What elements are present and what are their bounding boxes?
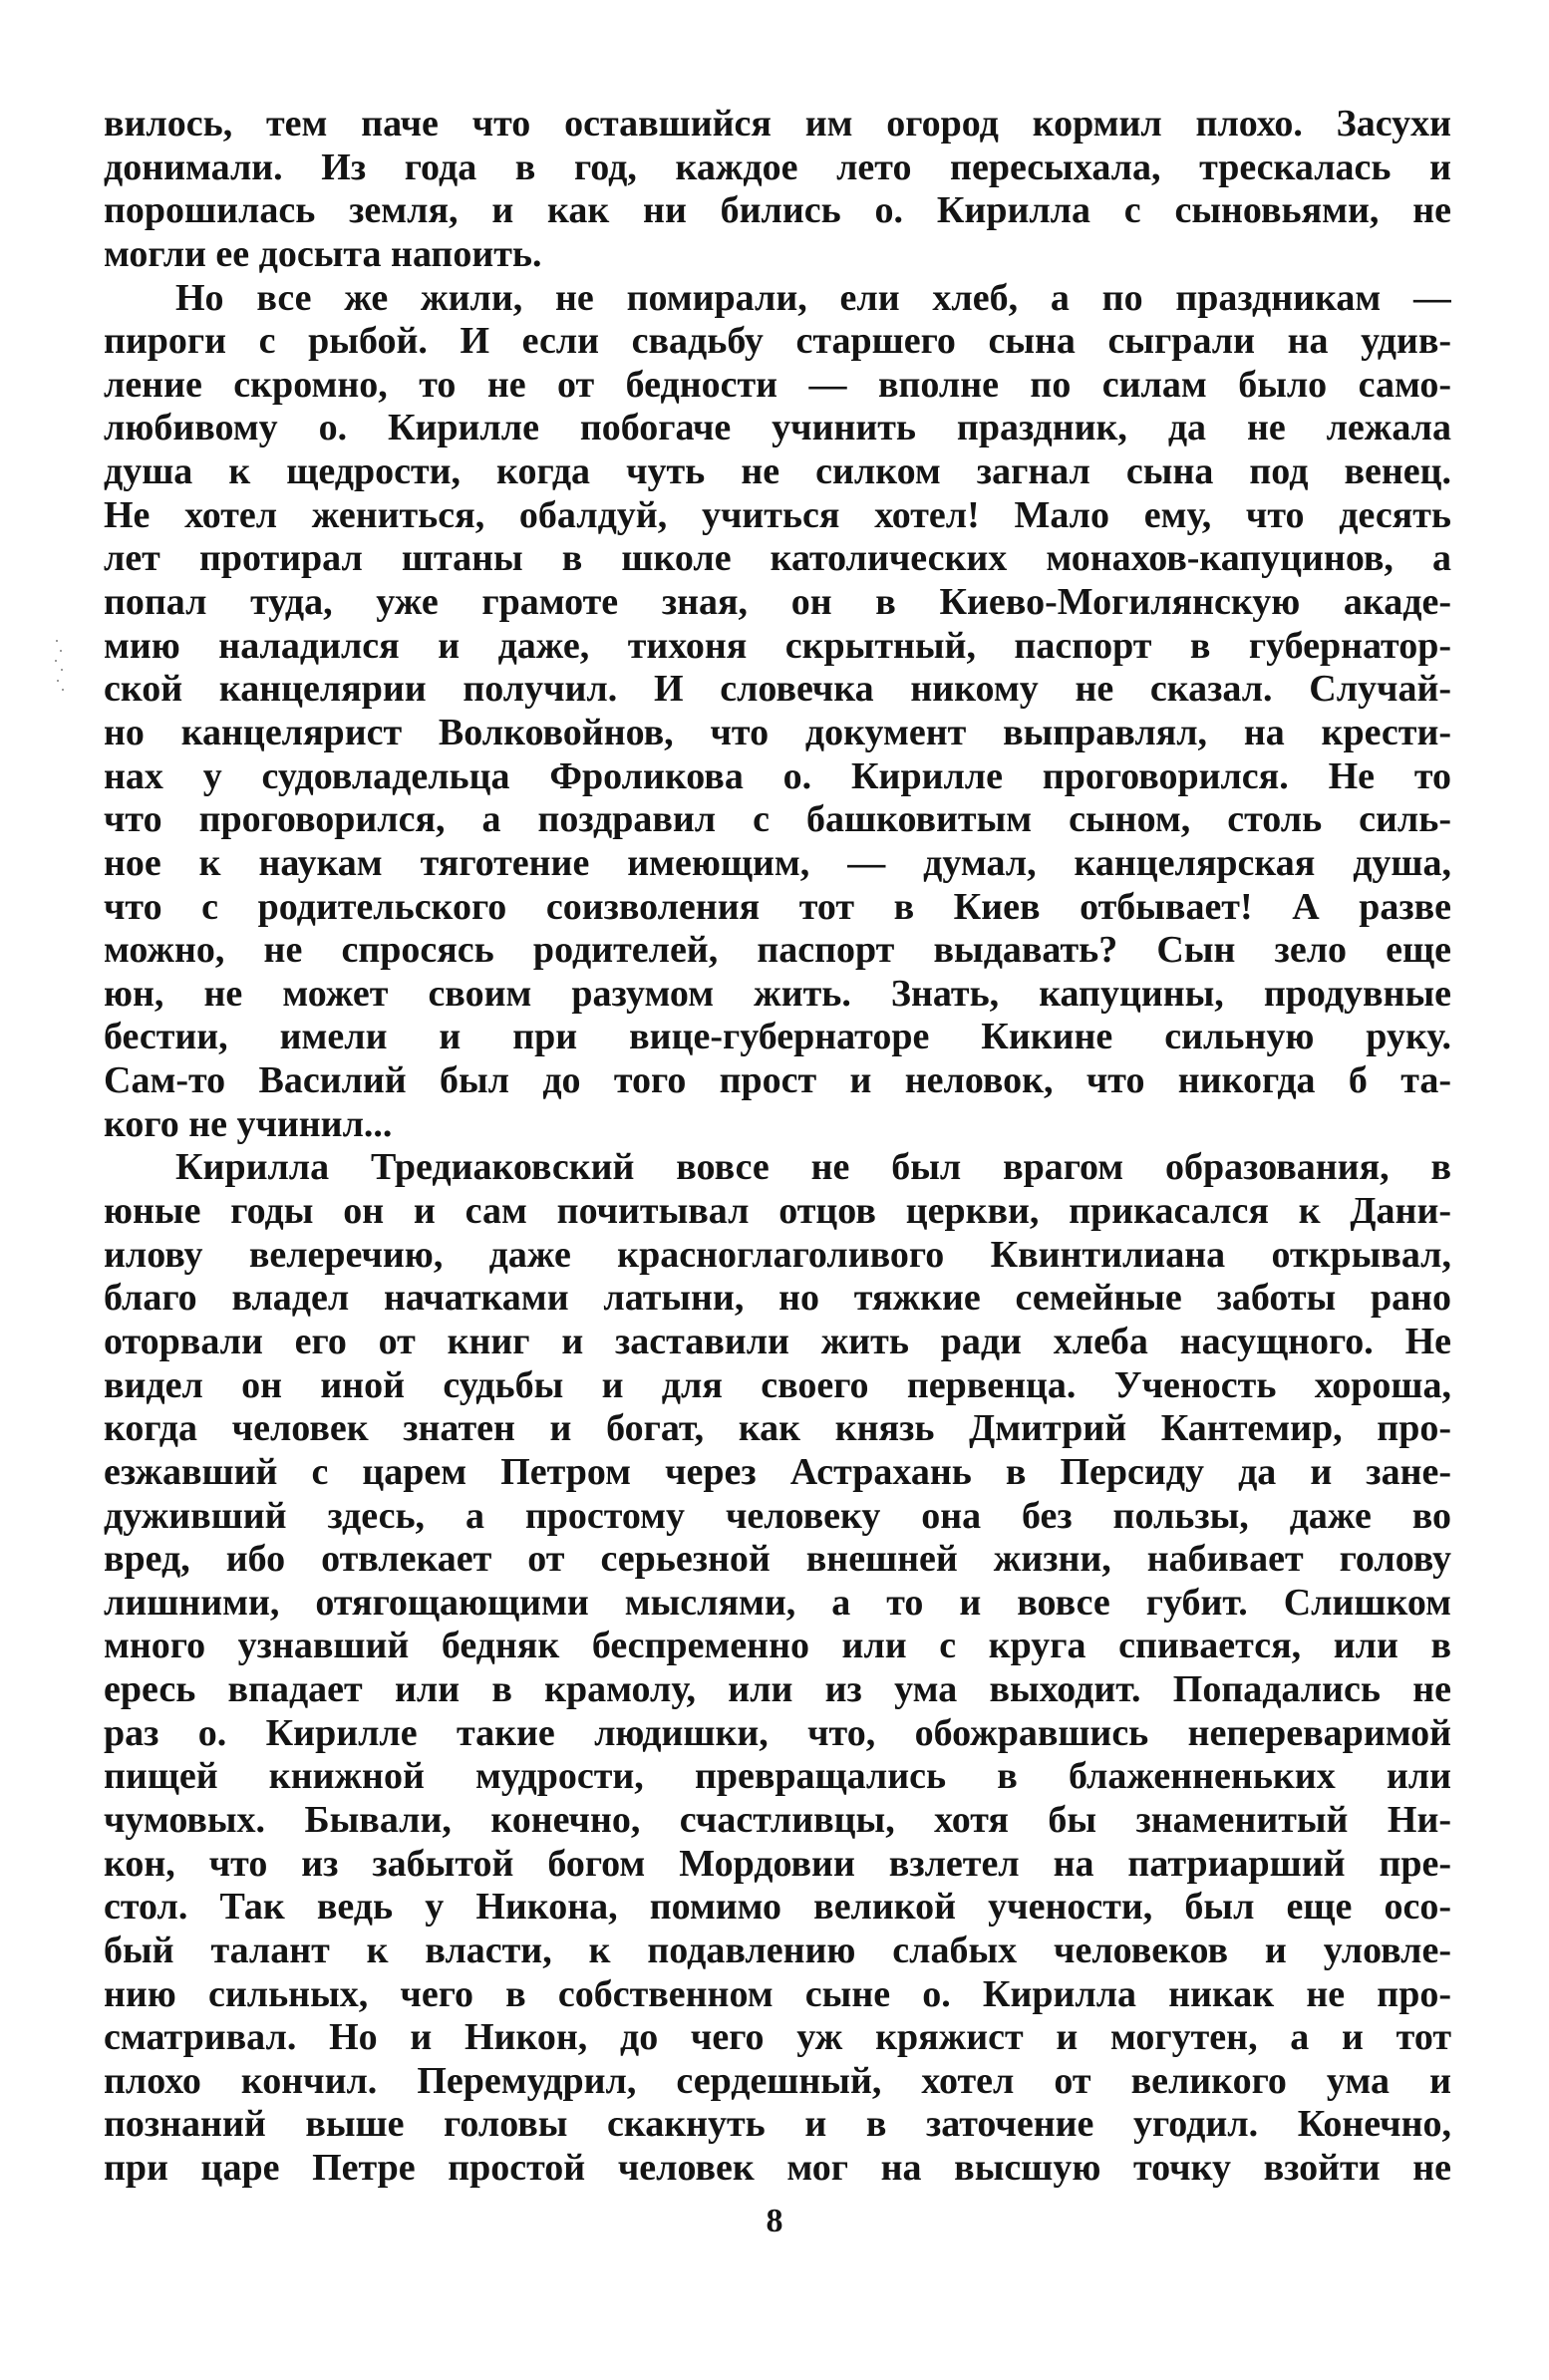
- text-line: ересь впадает или в крамолу, или из ума выходит. Попадались не: [104, 1668, 1451, 1711]
- page-number: 8: [766, 2203, 783, 2239]
- text-line: могли ее досыта напоить.: [104, 232, 542, 275]
- text-line: душа к щедрости, когда чуть не силком загнал сына под венец.: [104, 450, 1451, 493]
- text-line: оторвали его от книг и заставили жить ради хлеба насущного. Не: [104, 1320, 1451, 1362]
- text-line: Кирилла Тредиаковский вовсе не был врагом образования, в: [175, 1146, 1451, 1189]
- text-line: мию наладился и даже, тихоня скрытный, паспорт в губернатор-: [104, 624, 1451, 667]
- text-line: попал туда, уже грамоте зная, он в Киево-Могилянскую акаде-: [104, 581, 1451, 624]
- scan-speck: [54, 636, 64, 696]
- text-line: ление скромно, то не от бедности — вполне по силам было само-: [104, 363, 1451, 406]
- text-line: нах у судовладельца Фроликова о. Кирилле проговорился. Не то: [104, 754, 1451, 797]
- text-line: кого не учинил...: [104, 1102, 393, 1145]
- text-line: бый талант к власти, к подавлению слабых человеков и уловле-: [104, 1929, 1451, 1971]
- text-line: пироги с рыбой. И если свадьбу старшего сына сыграли на удив-: [104, 320, 1451, 363]
- text-line: дуживший здесь, а простому человеку она без пользы, даже во: [104, 1494, 1451, 1537]
- text-line: вред, ибо отвлекает от серьезной внешней жизни, набивает голову: [104, 1538, 1451, 1581]
- text-line: лет протирал штаны в школе католических монахов-капуцинов, а: [104, 537, 1451, 580]
- text-line: любивому о. Кирилле побогаче учинить праздник, да не лежала: [104, 407, 1451, 449]
- text-line: много узнавший бедняк беспременно или с круга спивается, или в: [104, 1625, 1451, 1667]
- text-line: езжавший с царем Петром через Астрахань в Персиду да и зане-: [104, 1450, 1451, 1493]
- text-line: познаний выше головы скакнуть и в заточение угодил. Конечно,: [104, 2103, 1451, 2146]
- text-line: сматривал. Но и Никон, до чего уж кряжист и могутен, а и тот: [104, 2016, 1451, 2059]
- text-line: чумовых. Бывали, конечно, счастливцы, хотя бы знаменитый Ни-: [104, 1798, 1451, 1841]
- text-line: видел он иной судьбы и для своего первенца. Ученость хороша,: [104, 1363, 1451, 1406]
- text-line: юн, не может своим разумом жить. Знать, капуцины, продувные: [104, 972, 1451, 1015]
- text-line: когда человек знатен и богат, как князь Дмитрий Кантемир, про-: [104, 1407, 1451, 1450]
- text-line: что с родительского соизволения тот в Киев отбывает! А разве: [104, 885, 1451, 928]
- text-line: раз о. Кирилле такие людишки, что, обожравшись непереваримой: [104, 1711, 1451, 1754]
- body-text: [104, 103, 1451, 2191]
- text-line: что проговорился, а поздравил с башковитым сыном, столь силь-: [104, 798, 1451, 841]
- text-line: кон, что из забытой богом Мордовии взлетел на патриарший пре-: [104, 1842, 1451, 1885]
- text-line: илову велеречию, даже красноглаголивого Квинтилиана открывал,: [104, 1233, 1451, 1276]
- text-line: но канцелярист Волковойнов, что документ выправлял, на крести-: [104, 711, 1451, 753]
- text-line: вилось, тем паче что оставшийся им огород кормил плохо. Засухи: [104, 103, 1451, 145]
- text-line: при царе Петре простой человек мог на высшую точку взойти не: [104, 2147, 1451, 2190]
- text-line: ное к наукам тяготение имеющим, — думал, канцелярская душа,: [104, 841, 1451, 884]
- text-line: стол. Так ведь у Никона, помимо великой учености, был еще осо-: [104, 1886, 1451, 1929]
- text-line: Но все же жили, не помирали, ели хлеб, а по праздникам —: [175, 276, 1451, 319]
- text-line: лишними, отягощающими мыслями, а то и вовсе губит. Слишком: [104, 1581, 1451, 1624]
- text-line: бестии, имели и при вице-губернаторе Кикине сильную руку.: [104, 1016, 1451, 1058]
- text-line: нию сильных, чего в собственном сыне о. Кирилла никак не про-: [104, 1972, 1451, 2015]
- text-line: пищей книжной мудрости, превращались в блаженненьких или: [104, 1755, 1451, 1798]
- text-line: порошилась земля, и как ни бились о. Кирилла с сыновьями, не: [104, 189, 1451, 232]
- text-line: Не хотел жениться, обалдуй, учиться хотел! Мало ему, что десять: [104, 493, 1451, 536]
- text-line: плохо кончил. Перемудрил, сердешный, хотел от великого ума и: [104, 2059, 1451, 2102]
- text-line: Сам-то Василий был до того прост и неловок, что никогда б та-: [104, 1059, 1451, 1102]
- text-line: ской канцелярии получил. И словечка никому не сказал. Случай-: [104, 668, 1451, 711]
- text-line: благо владел начатками латыни, но тяжкие семейные заботы рано: [104, 1277, 1451, 1320]
- text-line: юные годы он и сам почитывал отцов церкви, прикасался к Дани-: [104, 1190, 1451, 1233]
- text-line: донимали. Из года в год, каждое лето пересыхала, трескалась и: [104, 146, 1451, 188]
- text-line: можно, не спросясь родителей, паспорт выдавать? Сын зело еще: [104, 929, 1451, 972]
